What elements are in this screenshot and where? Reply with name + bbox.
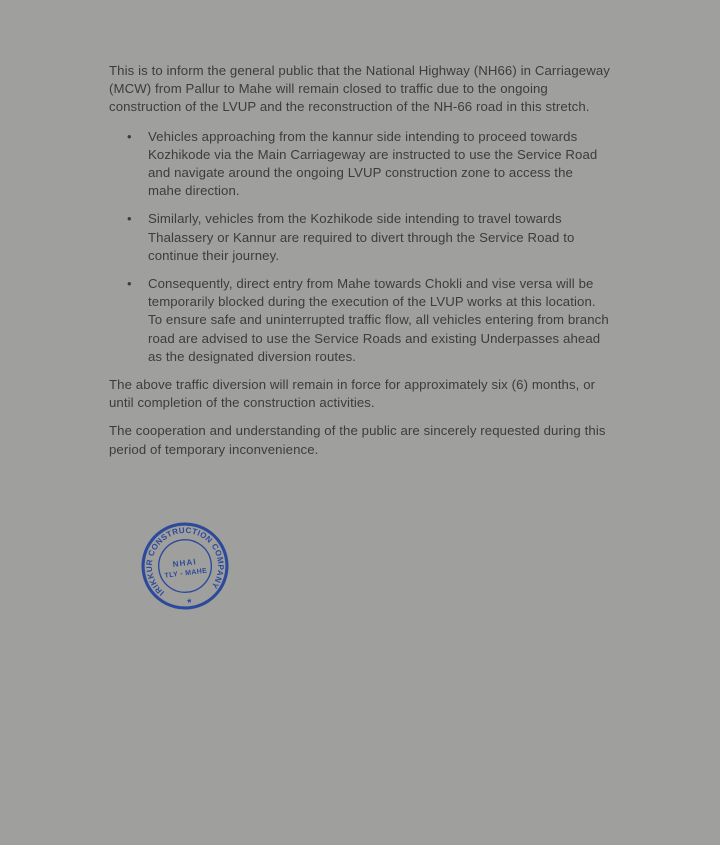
public-notice-text <box>109 62 610 469</box>
bullet-kozhikode-side: • Similarly, vehicles from the Kozhikode side intending to travel towards Thalassery or Kannur are required to divert through the Service Road to continue their journey. <box>148 210 610 265</box>
notice-intro-paragraph: This is to inform the general public that the National Highway (NH66) in Carriageway (MCW) from Pallur to Mahe will remain closed to traffic due to the ongoing construction of the LVUP and the reconstruction of the NH-66 road in this stretch. <box>109 63 610 115</box>
seal-ring-text: IRIKKUR CONSTRUCTION COMPANY <box>144 525 226 598</box>
notice-duration-paragraph: The above traffic diversion will remain in force for approximately six (6) months, or until completion of the construction activities. <box>109 377 596 411</box>
diversion-bullet-list <box>109 128 610 366</box>
seal-graphic <box>139 518 231 614</box>
bullet-kannur-side: • Vehicles approaching from the kannur side intending to proceed towards Kozhikode via the Main Carriageway are instructed to use the Service Road and navigate around the ongoing LVUP construction zone to access the mahe direction. <box>148 128 610 201</box>
bullet-mahe-chokli-entry: • Consequently, direct entry from Mahe towards Chokli and vise versa will be temporarily blocked during the execution of the LVUP works at this location. To ensure safe and uninterrupted traffic flow, all vehicles entering from branch road are advised to use the Service Roads and existing Underpasses ahead as the designated diversion routes. <box>148 275 610 366</box>
seal-center-line2: TLY - MAHE <box>164 567 208 580</box>
seal-star-icon: ★ <box>185 597 193 606</box>
notice-closing-paragraph: The cooperation and understanding of the public are sincerely requested during this period of temporary inconvenience. <box>109 423 606 457</box>
company-seal-stamp <box>139 518 231 614</box>
seal-center-line1: NHAI <box>172 557 198 570</box>
